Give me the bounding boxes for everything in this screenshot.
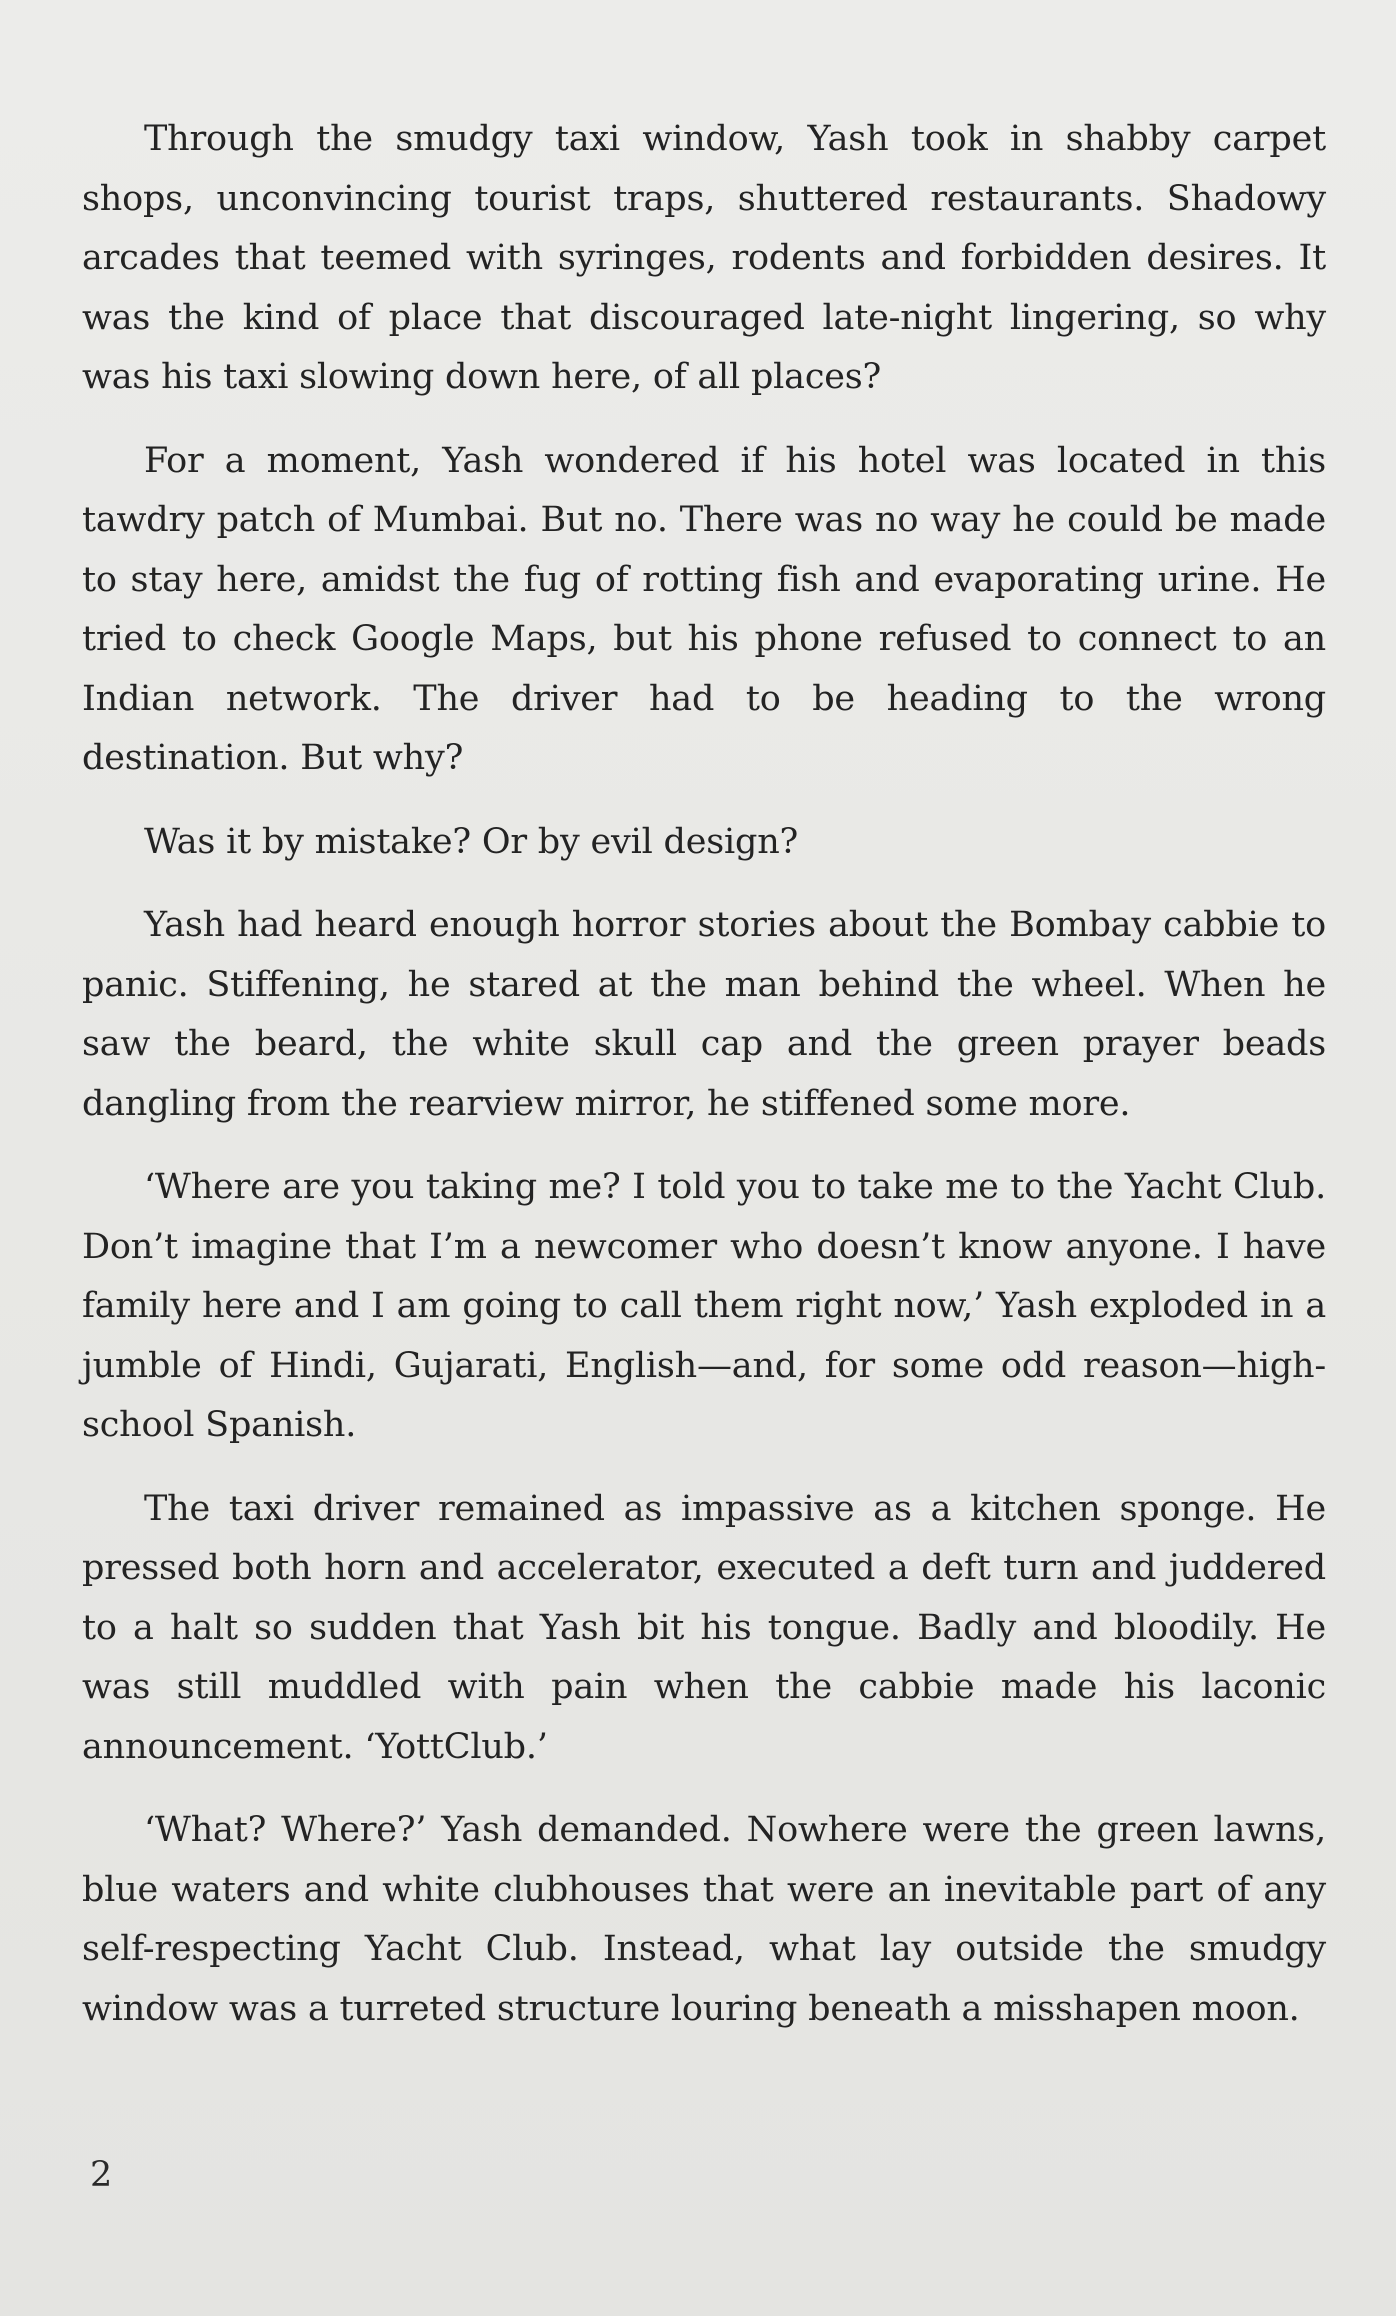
- page-number: 2: [90, 2155, 113, 2195]
- paragraph-4: Yash had heard enough horror stories about the Bombay cabbie to panic. Stiffening, he stared at the man behind the wheel. When he saw the beard, the white skull cap and the green prayer beads dangling from the rearview mirror, he stiffened some more.: [82, 905, 1326, 1124]
- paragraph-1: Through the smudgy taxi window, Yash took in shabby carpet shops, unconvincing tourist traps, shuttered restaurants. Shadowy arcades that teemed with syringes, rodents and forbidden desires. It was the kind of place that discouraged late-night lingering, so why was his taxi slowing down here, of all places?: [82, 119, 1326, 397]
- paragraph-2: For a moment, Yash wondered if his hotel was located in this tawdry patch of Mumbai. But no. There was no way he could be made to stay here, amidst the fug of rotting fish and evaporating urine. He tried to check Google Maps, but his phone refused to connect to an Indian network. The driver had to be heading to the wrong destination. But why?: [82, 440, 1326, 778]
- paragraph-7: ‘What? Where?’ Yash demanded. Nowhere were the green lawns, blue waters and white clubhouses that were an inevitable part of any self-respecting Yacht Club. Instead, what lay outside the smudgy window was a turreted structure louring beneath a misshapen moon.: [82, 1810, 1326, 2029]
- paragraph-6: The taxi driver remained as impassive as a kitchen sponge. He pressed both horn and accelerator, executed a deft turn and juddered to a halt so sudden that Yash bit his tongue. Badly and bloodily. He was still muddled with pain when the cabbie made his laconic announcement. ‘YottClub.’: [82, 1488, 1326, 1767]
- paragraph-5: ‘Where are you taking me? I told you to take me to the Yacht Club. Don’t imagine that I’m a newcomer who doesn’t know anyone. I have family here and I am going to call them right now,’ Yash exploded in a jumble of Hindi, Gujarati, English—and, for some odd reason—high-school Spanish.: [82, 1167, 1326, 1445]
- body-text: [82, 110, 1326, 2063]
- paragraph-3: Was it by mistake? Or by evil design?: [144, 821, 799, 862]
